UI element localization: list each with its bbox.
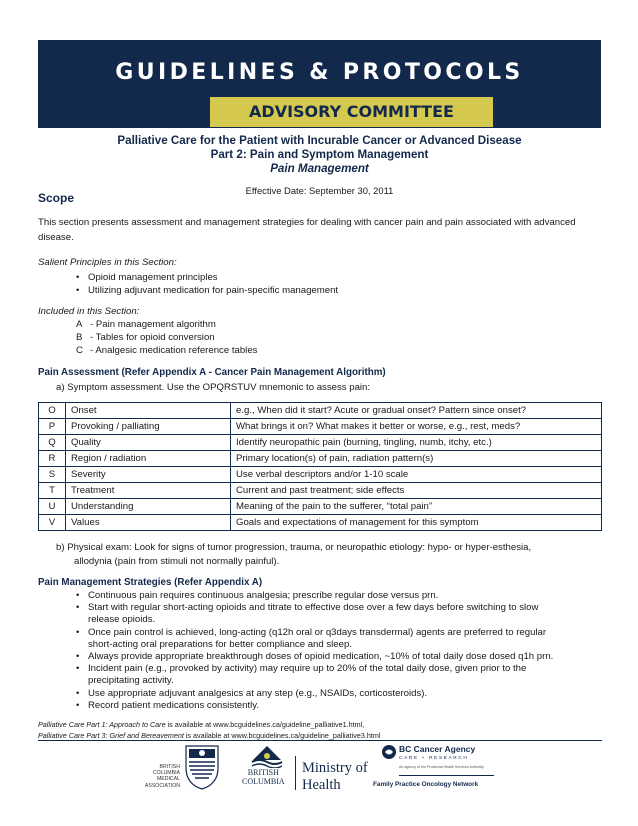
- advisory-committee-label: ADVISORY COMMITTEE: [210, 97, 493, 127]
- effective-date: Effective Date: September 30, 2011: [245, 185, 394, 196]
- ministry-of-health-text: Ministry of Health: [302, 760, 368, 793]
- pain-assessment-heading: Pain Assessment (Refer Appendix A - Cancer Pain Management Algorithm): [38, 367, 386, 378]
- document-topic: Pain Management: [270, 162, 369, 175]
- logo-rule: [399, 775, 494, 776]
- included-label: Included in this Section:: [38, 306, 140, 317]
- document-heading: [38, 134, 601, 176]
- assessment-item-b: b) Physical exam: Look for signs of tumor progression, trauma, or neuropathic etiology: hypo- or hyper-esthesia, allodynia (pain from stimuli not normally painful).: [56, 542, 532, 567]
- strategies-list: [38, 590, 603, 712]
- list-item: • Opioid management principles: [38, 271, 603, 284]
- bc-cancer-care-research: CARE + RESEARCH: [399, 756, 469, 761]
- scope-heading: Scope: [38, 191, 75, 205]
- footnote-line: Palliative Care Part 3: Grief and Bereavement is available at www.bcguidelines.ca/guideline_palliative3.html: [38, 731, 381, 740]
- bc-cancer-agency-icon: [381, 744, 397, 760]
- list-item: • Always provide appropriate breakthrough doses of opioid medication, ~10% of total daily dose dosed q1h prn.: [38, 651, 603, 663]
- table-row: V Values Goals and expectations of management for this symptom: [39, 515, 602, 531]
- guidelines-banner: [38, 40, 601, 128]
- logo-divider: [295, 756, 296, 790]
- list-item: • Incident pain (e.g., provoked by activity) may require up to 20% of the total daily dose, given prior to the precipitating activity.: [38, 663, 603, 687]
- table-row: S Severity Use verbal descriptors and/or 1-10 scale: [39, 467, 602, 483]
- bcma-logo-text: BRITISH COLUMBIA MEDICAL ASSOCIATION: [144, 764, 180, 789]
- table-row: Q Quality Identify neuropathic pain (burning, tingling, numb, itchy, etc.): [39, 435, 602, 451]
- opqrstuv-table: [38, 402, 602, 531]
- fpon-label: Family Practice Oncology Network: [373, 781, 479, 788]
- list-item: • Utilizing adjuvant medication for pain-specific management: [38, 284, 603, 297]
- salient-principles: [38, 256, 603, 297]
- bc-logo-text: BRITISH COLUMBIA: [242, 768, 285, 786]
- strategies-heading: Pain Management Strategies (Refer Appendix A): [38, 577, 263, 588]
- table-row: P Provoking / palliating What brings it on? What makes it better or worse, e.g., rest, meds?: [39, 419, 602, 435]
- document-part: Part 2: Pain and Symptom Management: [210, 148, 429, 161]
- document-title: Palliative Care for the Patient with Incurable Cancer or Advanced Disease: [117, 134, 522, 147]
- list-item: C - Analgesic medication reference tables: [76, 345, 258, 356]
- assessment-item-a: a) Symptom assessment. Use the OPQRSTUV mnemonic to assess pain:: [56, 382, 371, 393]
- bc-cancer-tagline: An agency of the Provincial Health Services Authority: [399, 765, 484, 769]
- footnote-line: Palliative Care Part 1: Approach to Care is available at www.bcguidelines.ca/guideline_palliative1.html,: [38, 720, 365, 729]
- table-row: U Understanding Meaning of the pain to the sufferer, “total pain”: [39, 499, 602, 515]
- banner-title: GUIDELINES & PROTOCOLS: [115, 60, 524, 85]
- list-item: • Use appropriate adjuvant analgesics at any step (e.g., NSAIDs, corticosteroids).: [38, 688, 603, 700]
- footnotes: [38, 719, 380, 741]
- bc-government-logo-icon: [250, 744, 284, 768]
- scope-text: This section presents assessment and management strategies for dealing with cancer pain and pain associated with advanced disease.: [38, 217, 576, 243]
- list-item: • Start with regular short-acting opioids and titrate to effective dose over a few days before switching to slow release opioids.: [38, 602, 603, 626]
- divider: [38, 740, 602, 741]
- included-section: [38, 305, 603, 357]
- table-row: O Onset e.g., When did it start? Acute or gradual onset? Pattern since onset?: [39, 403, 602, 419]
- table-row: T Treatment Current and past treatment; side effects: [39, 483, 602, 499]
- table-row: R Region / radiation Primary location(s) of pain, radiation pattern(s): [39, 451, 602, 467]
- list-item: B - Tables for opioid conversion: [76, 332, 215, 343]
- bc-cancer-agency-name: BC Cancer Agency: [399, 744, 476, 754]
- salient-label: Salient Principles in this Section:: [38, 257, 177, 268]
- list-item: • Record patient medications consistently.: [38, 700, 603, 712]
- list-item: A - Pain management algorithm: [76, 319, 216, 330]
- bcma-crest-icon: [182, 744, 222, 790]
- list-item: • Continuous pain requires continuous analgesia; prescribe regular dose versus prn.: [38, 590, 603, 602]
- list-item: • Once pain control is achieved, long-acting (q12h oral or q3days transdermal) agents are preferred to regular short-acting oral preparations for better compliance and sleep.: [38, 627, 603, 651]
